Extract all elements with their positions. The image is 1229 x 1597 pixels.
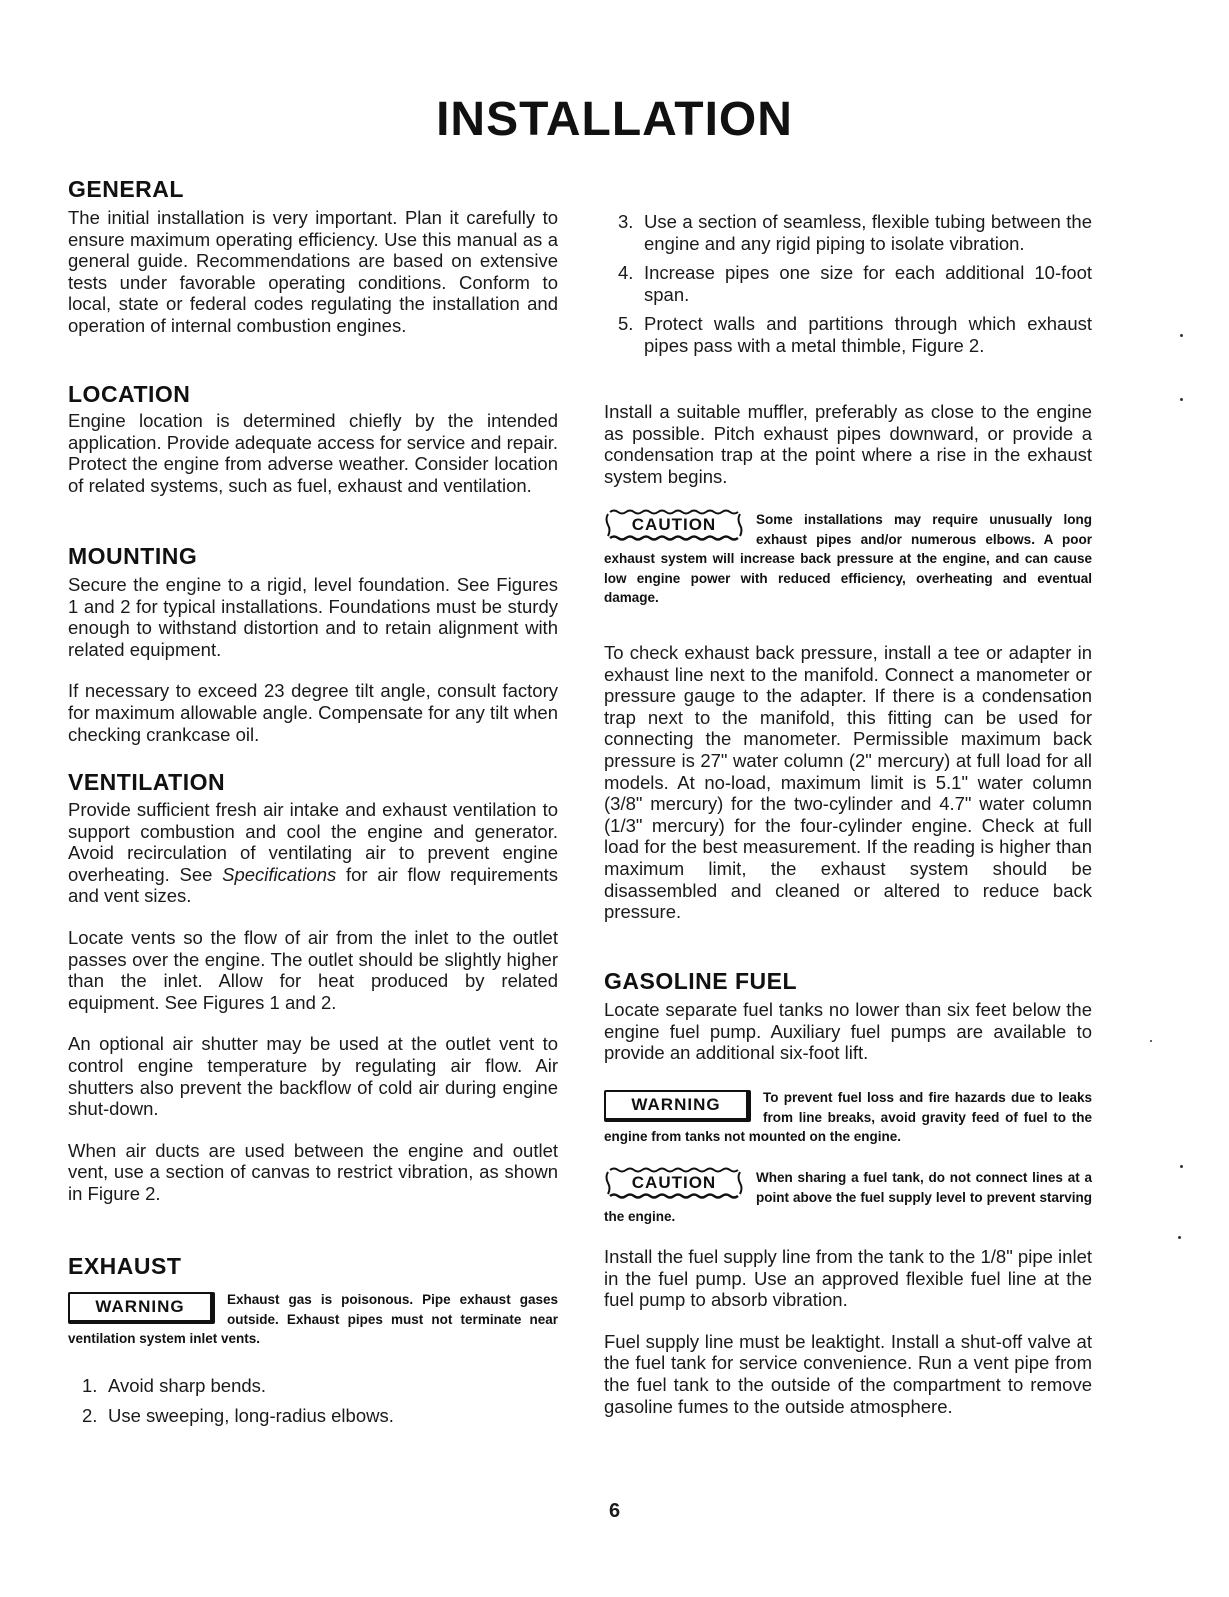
scan-speck (1180, 334, 1183, 337)
page-title: INSTALLATION (436, 93, 793, 146)
list-item: 5. Protect walls and partitions through which exhaust pipes pass with a metal thimble, Figure 2. (618, 313, 1092, 356)
warning-badge: WARNING (68, 1292, 215, 1324)
mounting-heading: MOUNTING (68, 543, 198, 569)
section-general (68, 175, 558, 337)
mounting-text-1: Secure the engine to a rigid, level foundation. See Figures 1 and 2 for typical installations. Foundations must be sturdy enough to withstand distortion and to retain alignment with related equipment. (68, 574, 558, 660)
ventilation-text-1: Provide sufficient fresh air intake and exhaust ventilation to support combustion and cool the engine and generator. Avoid recirculation of ventilating air to prevent engine overheating. See Specifications for air flow requirements and vent sizes. (68, 799, 558, 907)
exhaust-steps-left (68, 1375, 558, 1434)
scan-speck (1178, 1236, 1181, 1239)
gasoline-text-2: Install the fuel supply line from the tank to the 1/8" pipe inlet in the fuel pump. Use an approved flexible fuel line at the fuel pump to absorb vibration. (604, 1246, 1092, 1311)
location-text: Engine location is determined chiefly by the intended application. Provide adequate access for service and repair. Protect the engine from adverse weather. Consider location of related systems, such as fuel, exhaust and ventilation. (68, 410, 558, 496)
scan-speck (1180, 398, 1183, 401)
section-gasoline-fuel (604, 967, 1092, 1064)
fuel-caution (604, 1168, 1092, 1227)
gasoline-text-1: Locate separate fuel tanks no lower than six feet below the engine fuel pump. Auxiliary fuel pumps are available to provide an additional six-foot lift. (604, 999, 1092, 1064)
scan-speck (1180, 1165, 1183, 1168)
exhaust-step-list (68, 1375, 558, 1426)
gasoline-text-3: Fuel supply line must be leaktight. Install a shut-off valve at the fuel tank for service convenience. Run a vent pipe from the fuel tank to the outside of the compartment to remove gasoline fumes to the outside atmosphere. (604, 1330, 1092, 1417)
fuel-warning-text: To prevent fuel loss and fire hazards due to leaks from line breaks, avoid gravity feed of fuel to the engine from tanks not mounted on the engine. (604, 1090, 1092, 1144)
exhaust-caution-text: Some installations may require unusually long exhaust pipes and/or numerous elbows. A poor exhaust system will increase back pressure at the engine, and can cause low engine power with reduced efficiency, overheating and eventual damage. (604, 512, 1092, 605)
ventilation-text-3: An optional air shutter may be used at the outlet vent to control engine temperature by regulating air flow. Air shutters also prevent the backflow of cold air during engine shut-down. (68, 1033, 558, 1120)
caution-label: CAUTION (631, 515, 717, 535)
list-item: 3. Use a section of seamless, flexible tubing between the engine and any rigid piping to isolate vibration. (618, 211, 1092, 254)
ventilation-text-4: When air ducts are used between the engine and outlet vent, use a section of canvas to restrict vibration, as shown in Figure 2. (68, 1139, 558, 1204)
muffler-paragraph (604, 401, 1092, 487)
fuel-line-paragraph (604, 1246, 1092, 1417)
mounting-text-2: If necessary to exceed 23 degree tilt angle, consult factory for maximum allowable angle. Compensate for any tilt when checking crankcase oil. (68, 680, 558, 745)
caution-badge (604, 512, 744, 538)
exhaust-caution (604, 510, 1092, 608)
fuel-warning (604, 1088, 1092, 1147)
section-exhaust (68, 1252, 558, 1280)
section-location (68, 380, 558, 496)
exhaust-warning-text: Exhaust gas is poisonous. Pipe exhaust gases outside. Exhaust pipes must not terminate near ventilation system inlet vents. (68, 1292, 558, 1346)
list-item: 4. Increase pipes one size for each additional 10-foot span. (618, 262, 1092, 305)
back-pressure-paragraph (604, 642, 1092, 923)
caution-badge (604, 1170, 744, 1196)
general-heading: GENERAL (68, 176, 184, 202)
exhaust-warning (68, 1290, 558, 1349)
list-item: 2. Use sweeping, long-radius elbows. (82, 1404, 394, 1426)
exhaust-step-list-continued (604, 211, 1092, 357)
back-pressure-text: To check exhaust back pressure, install a tee or adapter in exhaust line next to the manifold. Connect a manometer or pressure gauge to the adapter. If there is a condensation trap next to the manifold, this fitting can be used for connecting the manometer. Permissible maximum back pressure is 27" water column (2" mercury) at full load for all models. At no-load, maximum limit is 5.1" water column (3/8" mercury) for the two-cylinder and 4.7" water column (1/3" mercury) for the four-cylinder engine. Check at full load for the best measurement. If the reading is higher than maximum limit, the exhaust system should be disassembled and cleaned or altered to reduce back pressure. (604, 642, 1092, 923)
location-heading: LOCATION (68, 381, 191, 407)
list-item: 1. Avoid sharp bends. (82, 1375, 267, 1396)
scan-speck (1150, 1040, 1152, 1042)
general-text: The initial installation is very important. Plan it carefully to ensure maximum operating efficiency. Use this manual as a general guide. Recommendations are based on extensive tests under favorable operating conditions. Conform to local, state or federal codes regulating the installation and operation of internal combustion engines. (68, 207, 558, 336)
gasoline-fuel-heading: GASOLINE FUEL (604, 968, 798, 994)
exhaust-steps-right (604, 211, 1092, 365)
page-number: 6 (608, 1500, 621, 1522)
section-mounting (68, 542, 558, 745)
fuel-caution-text: When sharing a fuel tank, do not connect lines at a point above the fuel supply level to prevent starving the engine. (604, 1170, 1092, 1224)
muffler-text: Install a suitable muffler, preferably as close to the engine as possible. Pitch exhaust pipes downward, or provide a condensation trap at the point where a rise in the exhaust system begins. (604, 401, 1092, 487)
specifications-reference: Specifications (222, 863, 337, 885)
caution-label: CAUTION (631, 1173, 717, 1193)
ventilation-heading: VENTILATION (68, 769, 226, 795)
section-ventilation (68, 768, 558, 1205)
exhaust-heading: EXHAUST (68, 1253, 182, 1279)
warning-badge: WARNING (604, 1090, 751, 1122)
ventilation-text-2: Locate vents so the flow of air from the inlet to the outlet passes over the engine. The outlet should be slightly higher than the inlet. Allow for heat produced by related equipment. See Figures 1 and 2. (68, 926, 558, 1013)
